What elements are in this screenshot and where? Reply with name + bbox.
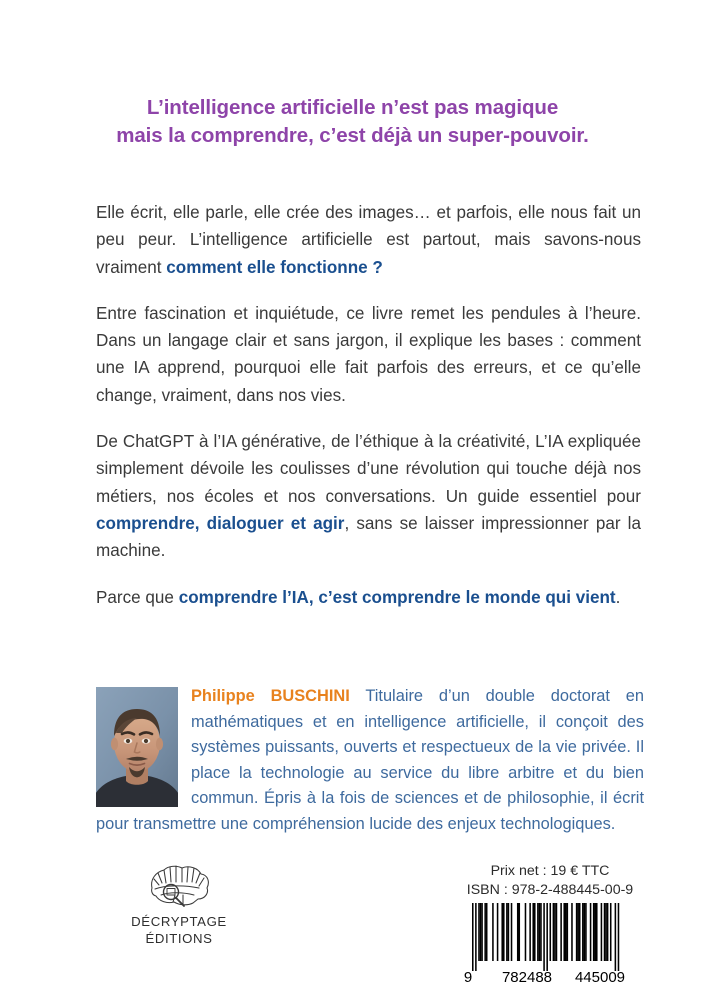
run-text: Parce que xyxy=(96,587,179,607)
blurb-paragraph-4 xyxy=(96,584,641,611)
run-text: Entre fascination et inquiétude, ce livre remet les pendules à l’heure. Dans un langage clair et sans jargon, il explique les bases : comment une IA apprend, pourquoi elle fait parfois des erreurs, et ce qu’elle change, vraiment, dans nos vies. xyxy=(96,303,641,405)
author-name: Philippe BUSCHINI xyxy=(191,687,350,705)
run-accent: comprendre, dialoguer et agir xyxy=(96,513,345,533)
barcode-lead-digit: 9 xyxy=(463,969,473,986)
run-text: Elle écrit, elle parle, elle crée des images… et parfois, elle nous fait un peu peur. L’intelligence artificielle est partout, mais savons-nous vraiment xyxy=(96,203,641,277)
blurb-paragraph-3 xyxy=(96,428,641,564)
author-portrait-icon xyxy=(96,687,178,807)
barcode-left-group: 782488 xyxy=(501,969,553,986)
brain-magnifier-icon xyxy=(99,862,259,910)
run-text: De ChatGPT à l’IA générative, de l’éthique à la créativité, L’IA expliquée simplement dévoile les coulisses d’une révolution qui touche déjà nos métiers, nos écoles et nos conversations. Un guide essentiel pour xyxy=(96,432,641,506)
page-title xyxy=(0,94,705,150)
run-accent: comprendre l’IA, c’est comprendre le monde qui vient xyxy=(178,587,616,607)
isbn-text: ISBN : 978-2-488445-00-9 xyxy=(466,882,634,898)
run-text: , sans se laisser impressionner par la machine. xyxy=(96,513,641,561)
isbn-barcode xyxy=(459,899,661,987)
legal-info xyxy=(420,862,680,900)
author-bio-text: Titulaire d’un double doctorat en mathématiques et en intelligence artificielle, il conçoit des systèmes puissants, ouverts et respectueux de la vie privée. Il place la technologie au service du libre arbitre et du bien commun. Épris à la fois de sciences et de philosophie, il écrit pour transmettre une compréhension lucide des enjeux technologiques. xyxy=(96,687,645,833)
author-block xyxy=(96,684,644,838)
run-text: . xyxy=(615,587,621,607)
ean13-barcode-icon xyxy=(459,899,661,987)
publisher-subtitle: ÉDITIONS xyxy=(145,931,213,946)
headline-line-2: mais la comprendre, c’est déjà un super-pouvoir. xyxy=(116,124,589,147)
price-text: Prix net : 19 € TTC xyxy=(490,863,610,879)
blurb-paragraph-2 xyxy=(96,300,641,409)
avatar xyxy=(96,687,178,807)
headline-line-1: L’intelligence artificielle n’est pas magique xyxy=(146,96,559,119)
run-accent: comment elle fonctionne ? xyxy=(166,257,383,277)
barcode-right-group: 445009 xyxy=(574,969,626,986)
author-bio xyxy=(96,684,644,838)
blurb-paragraph-1 xyxy=(96,199,641,281)
publisher-logo xyxy=(99,862,259,947)
publisher-name: DÉCRYPTAGE xyxy=(131,914,227,929)
blurb-text xyxy=(96,199,641,611)
